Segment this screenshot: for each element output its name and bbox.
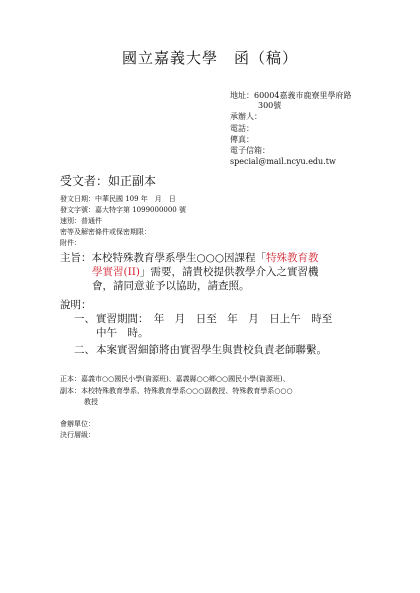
course-name-highlight: 特殊教育教 bbox=[266, 252, 319, 264]
subject-line-1 bbox=[60, 252, 319, 265]
co-units: 會辦單位： bbox=[60, 420, 95, 428]
item-1-number: 一、 bbox=[74, 313, 95, 325]
receiver: 受文者：如正副本 bbox=[60, 174, 157, 188]
security-level: 密等及解密條件或保密期限： bbox=[60, 228, 151, 236]
subject-text-1: 本校特殊教育學系學生○○○因課程「 bbox=[91, 252, 266, 264]
phone: 電話： bbox=[230, 124, 254, 133]
description-label: 說明： bbox=[60, 299, 92, 311]
item-1-line-1: 實習期間： 年 月 日至 年 月 日上午 時至 bbox=[96, 313, 333, 325]
subject-line-3: 會，請同意並予以協助，請查照。 bbox=[92, 280, 250, 292]
fax: 傳真： bbox=[230, 135, 254, 144]
main-copy: 正本：嘉義市○○國民小學(資源班)、嘉義縣○○鄉○○國民小學(資源班)、 bbox=[60, 375, 290, 383]
contact-person: 承辦人： bbox=[230, 112, 262, 121]
speed: 速別：普通件 bbox=[60, 217, 102, 225]
address-line-2: 300號 bbox=[258, 101, 282, 110]
sub-copy-line-2: 教授 bbox=[84, 398, 98, 406]
issue-number: 發文字號：嘉大特字第 1099000000 號 bbox=[60, 206, 186, 214]
item-2-number: 二、 bbox=[74, 344, 95, 356]
subject-line-2 bbox=[92, 266, 319, 279]
attachment: 附件： bbox=[60, 239, 81, 247]
issue-date: 發文日期：中華民國 109 年 月 日 bbox=[60, 195, 176, 203]
email-address: special@mail.ncyu.edu.tw bbox=[230, 157, 336, 166]
subject-text-2: 」需要，請貴校提供教學介入之實習機 bbox=[140, 266, 319, 278]
decision-level: 決行層級： bbox=[60, 431, 95, 439]
email-label: 電子信箱： bbox=[230, 146, 270, 155]
subject-label: 主旨： bbox=[60, 252, 92, 264]
course-name-highlight-2: 學實習(II) bbox=[92, 266, 140, 278]
item-1-line-2: 中午 時。 bbox=[96, 327, 149, 339]
sub-copy-line-1: 副本：本校特殊教育學系、特殊教育學系○○○副教授、特殊教育學系○○○ bbox=[60, 387, 293, 395]
address-line-1: 地址：60004嘉義市鹿寮里學府路 bbox=[230, 91, 352, 100]
item-2-line-1: 本案實習細節將由實習學生與貴校負責老師聯繫。 bbox=[96, 344, 327, 356]
document-title: 國立嘉義大學 函（稿） bbox=[121, 49, 298, 67]
